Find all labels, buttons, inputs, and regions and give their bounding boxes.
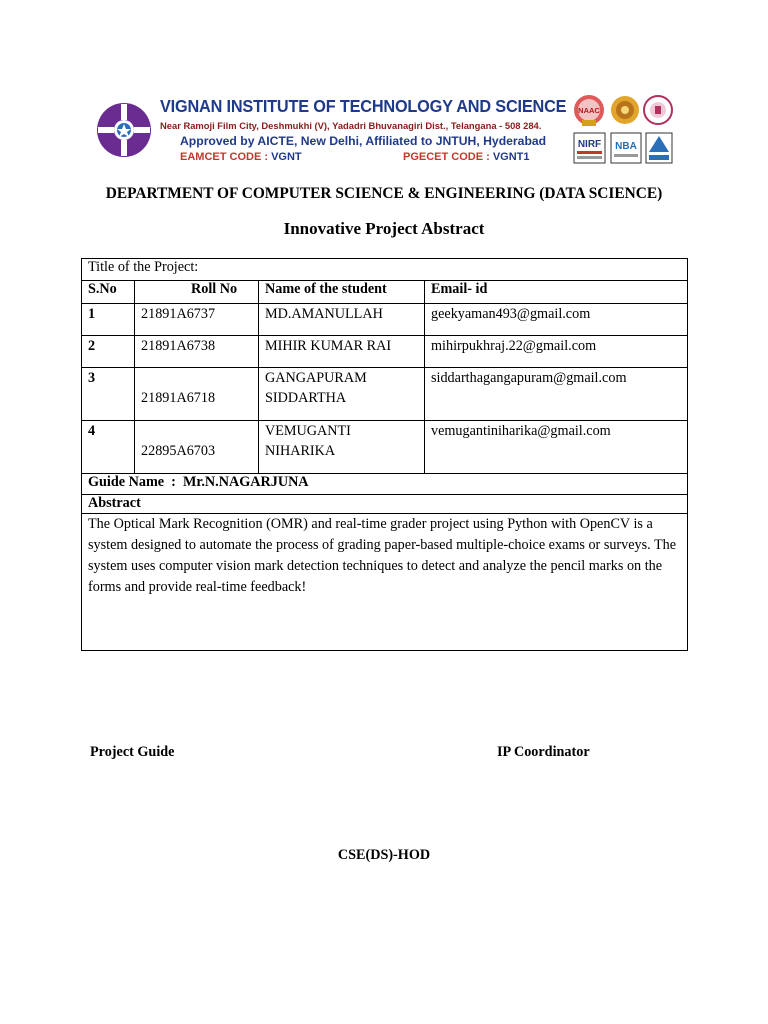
student-email: siddarthagangapuram@gmail.com — [425, 368, 688, 421]
institute-address: Near Ramoji Film City, Deshmukhi (V), Yadadri Bhuvanagiri Dist., Telangana - 508 284. — [160, 120, 542, 131]
table-row — [82, 421, 688, 474]
student-name: MD.AMANULLAH — [259, 304, 425, 336]
student-roll-cell — [135, 368, 259, 421]
eamcet-code — [180, 151, 302, 163]
header-email: Email- id — [425, 281, 688, 304]
student-name-cell — [259, 421, 425, 474]
aicte-seal-icon — [610, 94, 640, 126]
hod-signature: CSE(DS)-HOD — [337, 847, 431, 863]
institute-name: VIGNAN INSTITUTE OF TECHNOLOGY AND SCIENCE — [160, 96, 567, 116]
guide-name: Mr.N.NAGARJUNA — [182, 474, 309, 490]
abstract-text: The Optical Mark Recognition (OMR) and real-time grader project using Python with OpenCV is a system designed to automate the process of grading paper-based multiple-choice exams or surveys. The system uses computer vision mark detection techniques to detect and analyze the pencil marks on the forms and provide real-time feedback! — [82, 514, 688, 651]
guide-cell — [82, 474, 688, 495]
student-name-last: NIHARIKA — [265, 443, 336, 459]
institute-logo-icon — [96, 102, 152, 158]
student-email: vemugantiniharika@gmail.com — [425, 421, 688, 474]
table-row — [82, 304, 688, 336]
student-email: geekyaman493@gmail.com — [425, 304, 688, 336]
header-roll-no: Roll No — [135, 281, 259, 304]
abstract-row — [82, 514, 688, 651]
naac-badge-icon — [573, 94, 605, 128]
table-header-row — [82, 281, 688, 304]
student-name-first: VEMUGANTI — [265, 423, 351, 439]
student-name-cell — [259, 368, 425, 421]
pgecet-code-label: PGECET CODE : — [403, 151, 493, 163]
project-title-row — [82, 259, 688, 281]
pgecet-code-value: VGNT1 — [492, 151, 530, 163]
nba-badge-label: NBA — [615, 141, 637, 152]
approval-line: Approved by AICTE, New Delhi, Affiliated to JNTUH, Hyderabad — [180, 134, 547, 148]
header-student-name: Name of the student — [259, 281, 425, 304]
student-roll-no: 22895A6703 — [141, 443, 216, 459]
student-name-first: GANGAPURAM — [265, 370, 367, 386]
header-sno: S.No — [82, 281, 135, 304]
iso-badge-icon — [645, 132, 673, 164]
department-heading: DEPARTMENT OF COMPUTER SCIENCE & ENGINEERING (DATA SCIENCE) — [105, 185, 663, 202]
student-name: MIHIR KUMAR RAI — [259, 336, 425, 368]
nba-badge-icon — [610, 132, 642, 164]
student-sno: 3 — [82, 368, 135, 421]
nirf-badge-label: NIRF — [577, 139, 602, 150]
guide-label: Guide Name : — [88, 474, 183, 490]
student-roll-no: 21891A6737 — [135, 304, 259, 336]
student-email: mihirpukhraj.22@gmail.com — [425, 336, 688, 368]
abstract-label: Abstract — [82, 495, 688, 514]
student-roll-no: 21891A6718 — [141, 390, 216, 406]
table-row — [82, 336, 688, 368]
project-abstract-table — [81, 258, 688, 651]
pgecet-code — [403, 151, 530, 163]
ip-coordinator-signature: IP Coordinator — [497, 744, 590, 760]
naac-badge-label: NAAC — [578, 106, 600, 115]
student-roll-cell — [135, 421, 259, 474]
document-title: Innovative Project Abstract — [283, 219, 485, 238]
letterhead — [92, 94, 676, 166]
eamcet-code-label: EAMCET CODE : — [180, 151, 272, 163]
eamcet-code-value: VGNT — [271, 151, 302, 163]
project-guide-signature: Project Guide — [90, 744, 175, 760]
student-sno: 2 — [82, 336, 135, 368]
student-roll-no: 21891A6738 — [135, 336, 259, 368]
jntuh-seal-icon — [643, 94, 673, 126]
student-sno: 1 — [82, 304, 135, 336]
student-sno: 4 — [82, 421, 135, 474]
abstract-heading-row — [82, 495, 688, 514]
table-row — [82, 368, 688, 421]
guide-row — [82, 474, 688, 495]
student-name-last: SIDDARTHA — [265, 390, 347, 406]
nirf-badge-icon — [573, 132, 606, 164]
project-title-label: Title of the Project: — [82, 259, 688, 281]
